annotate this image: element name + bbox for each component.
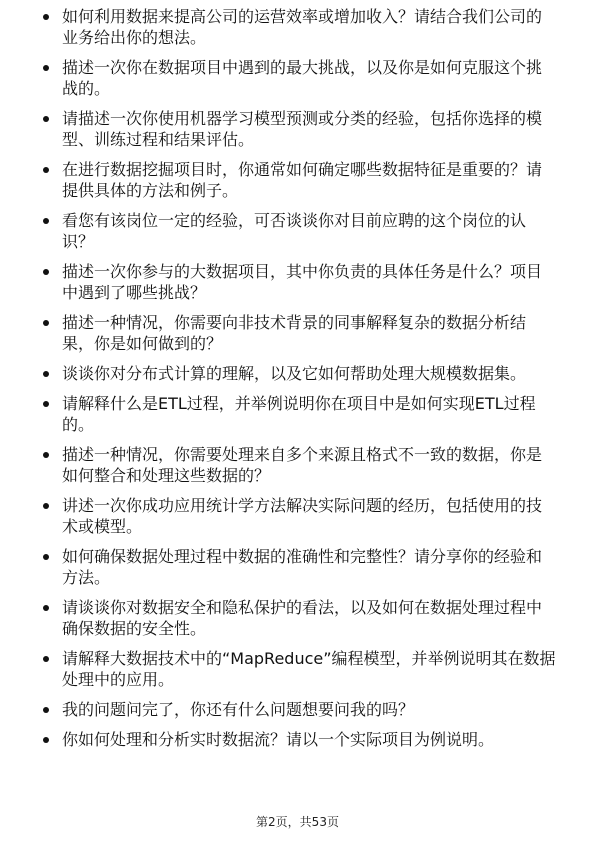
question-text: 你如何处理和分析实时数据流？请以一个实际项目为例说明。 xyxy=(62,730,495,749)
bullet-icon xyxy=(43,167,49,173)
list-item xyxy=(41,495,556,537)
list-item xyxy=(41,6,556,48)
list-item xyxy=(41,597,556,639)
bullet-icon xyxy=(43,65,49,71)
bullet-icon xyxy=(43,737,49,743)
list-item xyxy=(41,729,556,750)
question-text: 讲述一次你成功应用统计学方法解决实际问题的经历，包括使用的技术或模型。 xyxy=(62,496,543,536)
question-text: 请解释大数据技术中的“MapReduce”编程模型，并举例说明其在数据处理中的应用。 xyxy=(62,649,556,689)
question-text: 看您有该岗位一定的经验，可否谈谈你对目前应聘的这个岗位的认识？ xyxy=(62,211,527,251)
bullet-icon xyxy=(43,656,49,662)
question-text: 描述一次你参与的大数据项目，其中你负责的具体任务是什么？项目中遇到了哪些挑战？ xyxy=(62,262,543,302)
bullet-icon xyxy=(43,371,49,377)
question-text: 请谈谈你对数据安全和隐私保护的看法，以及如何在数据处理过程中确保数据的安全性。 xyxy=(62,598,543,638)
list-item xyxy=(41,108,556,150)
question-text: 谈谈你对分布式计算的理解，以及它如何帮助处理大规模数据集。 xyxy=(62,364,527,383)
list-item xyxy=(41,57,556,99)
question-text: 如何确保数据处理过程中数据的准确性和完整性？请分享你的经验和方法。 xyxy=(62,547,543,587)
question-text: 描述一种情况，你需要处理来自多个来源且格式不一致的数据，你是如何整合和处理这些数据的？ xyxy=(62,445,543,485)
bullet-icon xyxy=(43,269,49,275)
list-item xyxy=(41,648,556,690)
bullet-icon xyxy=(43,503,49,509)
list-item xyxy=(41,444,556,486)
question-text: 请解释什么是ETL过程，并举例说明你在项目中是如何实现ETL过程的。 xyxy=(62,394,536,434)
question-text: 请描述一次你使用机器学习模型预测或分类的经验，包括你选择的模型、训练过程和结果评估。 xyxy=(62,109,543,149)
question-text: 描述一种情况，你需要向非技术背景的同事解释复杂的数据分析结果，你是如何做到的？ xyxy=(62,313,527,353)
list-item xyxy=(41,312,556,354)
list-item xyxy=(41,363,556,384)
question-text: 我的问题问完了，你还有什么问题想要问我的吗？ xyxy=(62,700,415,719)
list-item xyxy=(41,699,556,720)
question-list xyxy=(41,6,556,759)
question-text: 如何利用数据来提高公司的运营效率或增加收入？请结合我们公司的业务给出你的想法。 xyxy=(62,7,543,47)
bullet-icon xyxy=(43,320,49,326)
list-item xyxy=(41,546,556,588)
page-number-footer: 第2页，共53页 xyxy=(256,815,339,829)
bullet-icon xyxy=(43,14,49,20)
bullet-icon xyxy=(43,554,49,560)
bullet-icon xyxy=(43,401,49,407)
bullet-icon xyxy=(43,605,49,611)
list-item xyxy=(41,393,556,435)
bullet-icon xyxy=(43,452,49,458)
bullet-icon xyxy=(43,707,49,713)
list-item xyxy=(41,261,556,303)
question-text: 描述一次你在数据项目中遇到的最大挑战，以及你是如何克服这个挑战的。 xyxy=(62,58,543,98)
question-text: 在进行数据挖掘项目时，你通常如何确定哪些数据特征是重要的？请提供具体的方法和例子。 xyxy=(62,160,543,200)
list-item xyxy=(41,159,556,201)
bullet-icon xyxy=(43,218,49,224)
bullet-icon xyxy=(43,116,49,122)
list-item xyxy=(41,210,556,252)
